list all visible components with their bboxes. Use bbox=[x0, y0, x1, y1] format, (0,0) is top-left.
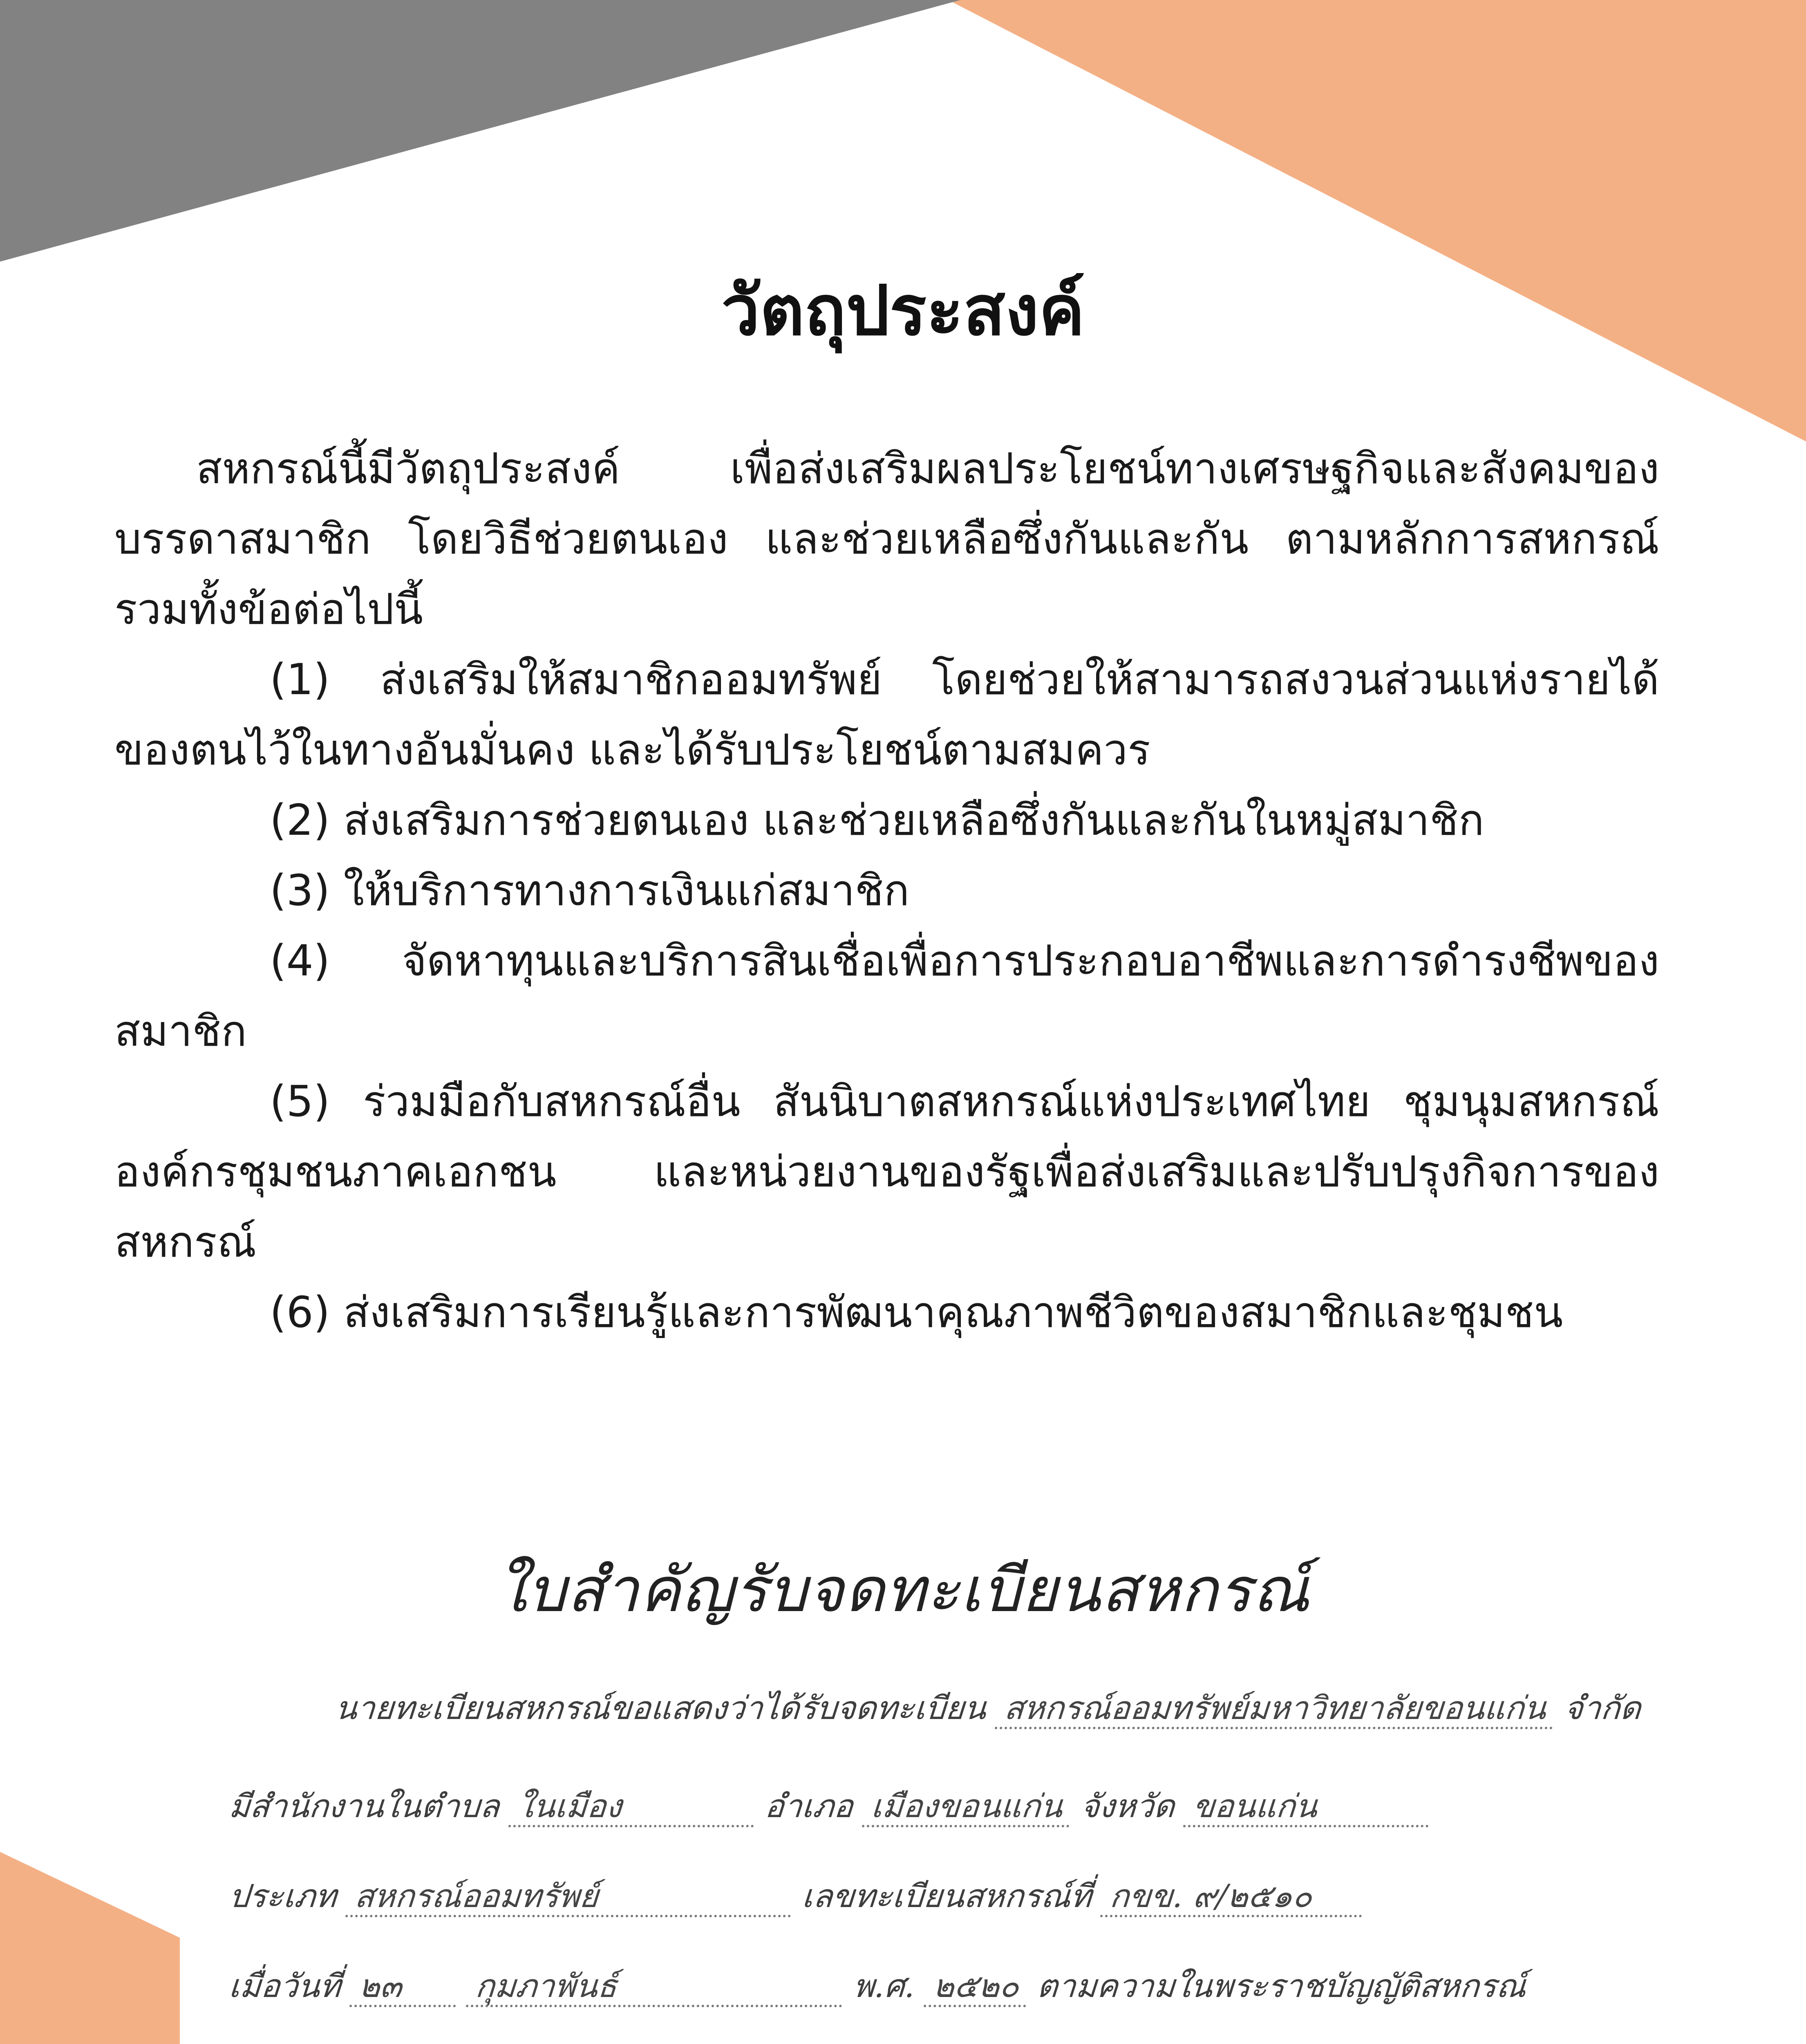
month-field: กุมภาพันธ์ bbox=[466, 1970, 844, 2007]
certificate-line-2 bbox=[228, 1788, 1431, 1827]
day-field: ๒๓ bbox=[349, 1970, 458, 2007]
date-label: เมื่อวันที่ bbox=[228, 1968, 342, 2005]
intro-paragraph: สหกรณ์นี้มีวัตถุประสงค์ เพื่อส่งเสริมผลประโยชน์ทางเศรษฐกิจและสังคมของบรรดาสมาชิก โดยวิธีช่วยตนเอง และช่วยเหลือซึ่งกันและกัน ตามหลักการสหกรณ์ รวมทั้งข้อต่อไปนี้ bbox=[114, 444, 1659, 634]
objective-item-2: (2) ส่งเสริมการช่วยตนเอง และช่วยเหลือซึ่งกันและกันในหมู่สมาชิก bbox=[270, 795, 1484, 845]
objective-item-1: (1) ส่งเสริมให้สมาชิกออมทรัพย์ โดยช่วยให้สามารถสงวนส่วนแห่งรายได้ของตนไว้ในทางอันมั่นคง และได้รับประโยชน์ตามสมควร bbox=[114, 654, 1659, 775]
registration-certificate-image bbox=[180, 1496, 1643, 2044]
objective-item-6: (6) ส่งเสริมการเรียนรู้และการพัฒนาคุณภาพชีวิตของสมาชิกและชุมชน bbox=[270, 1287, 1563, 1337]
amphoe-field: เมืองขอนแก่น bbox=[862, 1791, 1072, 1827]
province-label: จังหวัด bbox=[1079, 1788, 1176, 1825]
coop-name-field: สหกรณ์ออมทรัพย์มหาวิทยาลัยขอนแก่น bbox=[995, 1692, 1555, 1729]
province-field: ขอนแก่น bbox=[1183, 1791, 1431, 1827]
objective-item-3: (3) ให้บริการทางการเงินแก่สมาชิก bbox=[270, 865, 910, 915]
amphoe-label: อำเภอ bbox=[763, 1788, 855, 1825]
certificate-title: ใบสำคัญรับจดทะเบียนสหกรณ์ bbox=[496, 1555, 1310, 1626]
certificate-line-4 bbox=[228, 1970, 1527, 2007]
type-label: ประเภท bbox=[228, 1878, 338, 1915]
objective-item-5: (5) ร่วมมือกับสหกรณ์อื่น สันนิบาตสหกรณ์แห่งประเทศไทย ชุมนุมสหกรณ์ องค์กรชุมชนภาคเอกชน และหน่วยงานของรัฐเพื่อส่งเสริมและปรับปรุงกิจการของสหกรณ์ bbox=[114, 1076, 1659, 1267]
line1-prefix: นายทะเบียนสหกรณ์ขอแสดงว่าได้รับจดทะเบียน bbox=[334, 1690, 987, 1727]
objectives-body bbox=[114, 433, 1659, 1347]
line2-prefix: มีสำนักงานในตำบล bbox=[228, 1788, 501, 1825]
objective-item-4: (4) จัดหาทุนและบริการสินเชื่อเพื่อการประกอบอาชีพและการดำรงชีพของสมาชิก bbox=[114, 936, 1659, 1056]
year-label: พ.ศ. bbox=[852, 1968, 916, 2005]
registration-number-label: เลขทะเบียนสหกรณ์ที่ bbox=[801, 1878, 1093, 1915]
coop-type-field: สหกรณ์ออมทรัพย์ bbox=[345, 1880, 793, 1917]
line1-suffix: จำกัด bbox=[1563, 1690, 1643, 1727]
page-title: วัตถุประสงค์ bbox=[721, 271, 1085, 351]
certificate-line-1 bbox=[334, 1692, 1642, 1729]
registration-number-field: กขข. ๙/๒๕๑๐ bbox=[1100, 1880, 1364, 1917]
year-field: ๒๕๒๐ bbox=[924, 1970, 1028, 2007]
act-reference: ตามความในพระราชบัญญัติสหกรณ์ bbox=[1036, 1968, 1527, 2005]
certificate-line-3 bbox=[228, 1880, 1365, 1917]
tambon-field: ในเมือง bbox=[508, 1791, 756, 1827]
